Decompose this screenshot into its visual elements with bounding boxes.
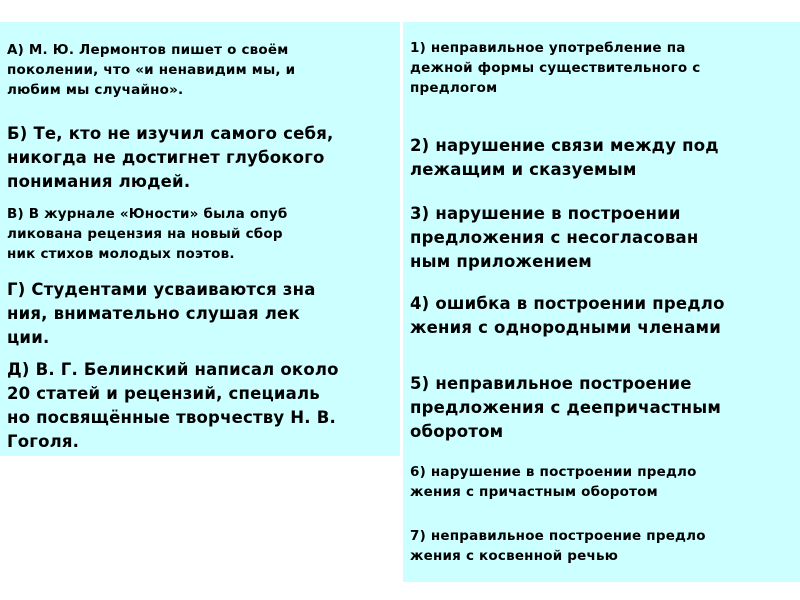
- error-3: 3) нарушение в построении предложения с несогласован ным приложением: [410, 204, 699, 271]
- errors-column: [403, 22, 800, 582]
- error-1: 1) неправильное употребление па дежной формы существительного с предлогом: [410, 40, 701, 96]
- sentences-column: [0, 22, 400, 456]
- error-5: 5) неправильное построение предложения с деепричастным оборотом: [410, 374, 722, 441]
- error-2: 2) нарушение связи между под лежащим и сказуемым: [410, 136, 719, 179]
- sentence-a: А) М. Ю. Лермонтов пишет о своём поколении, что «и ненавидим мы, и любим мы случайно».: [7, 42, 296, 98]
- sentence-e: Д) В. Г. Белинский написал около 20 статей и рецензий, специаль но посвящённые творчеству Н. В. Гоголя.: [7, 360, 339, 451]
- error-7: 7) неправильное построение предло жения с косвенной речью: [410, 528, 706, 564]
- sentence-b: Б) Те, кто не изучил самого себя, никогда не достигнет глубокого понимания людей.: [7, 124, 334, 191]
- error-4: 4) ошибка в построении предло жения с однородными членами: [410, 294, 725, 337]
- sentence-c: В) В журнале «Юности» была опуб ликована рецензия на новый сбор ник стихов молодых поэтов.: [7, 206, 288, 262]
- sentence-d: Г) Студентами усваиваются зна ния, внимательно слушая лек ции.: [7, 280, 316, 347]
- error-6: 6) нарушение в построении предло жения с причастным оборотом: [410, 464, 697, 500]
